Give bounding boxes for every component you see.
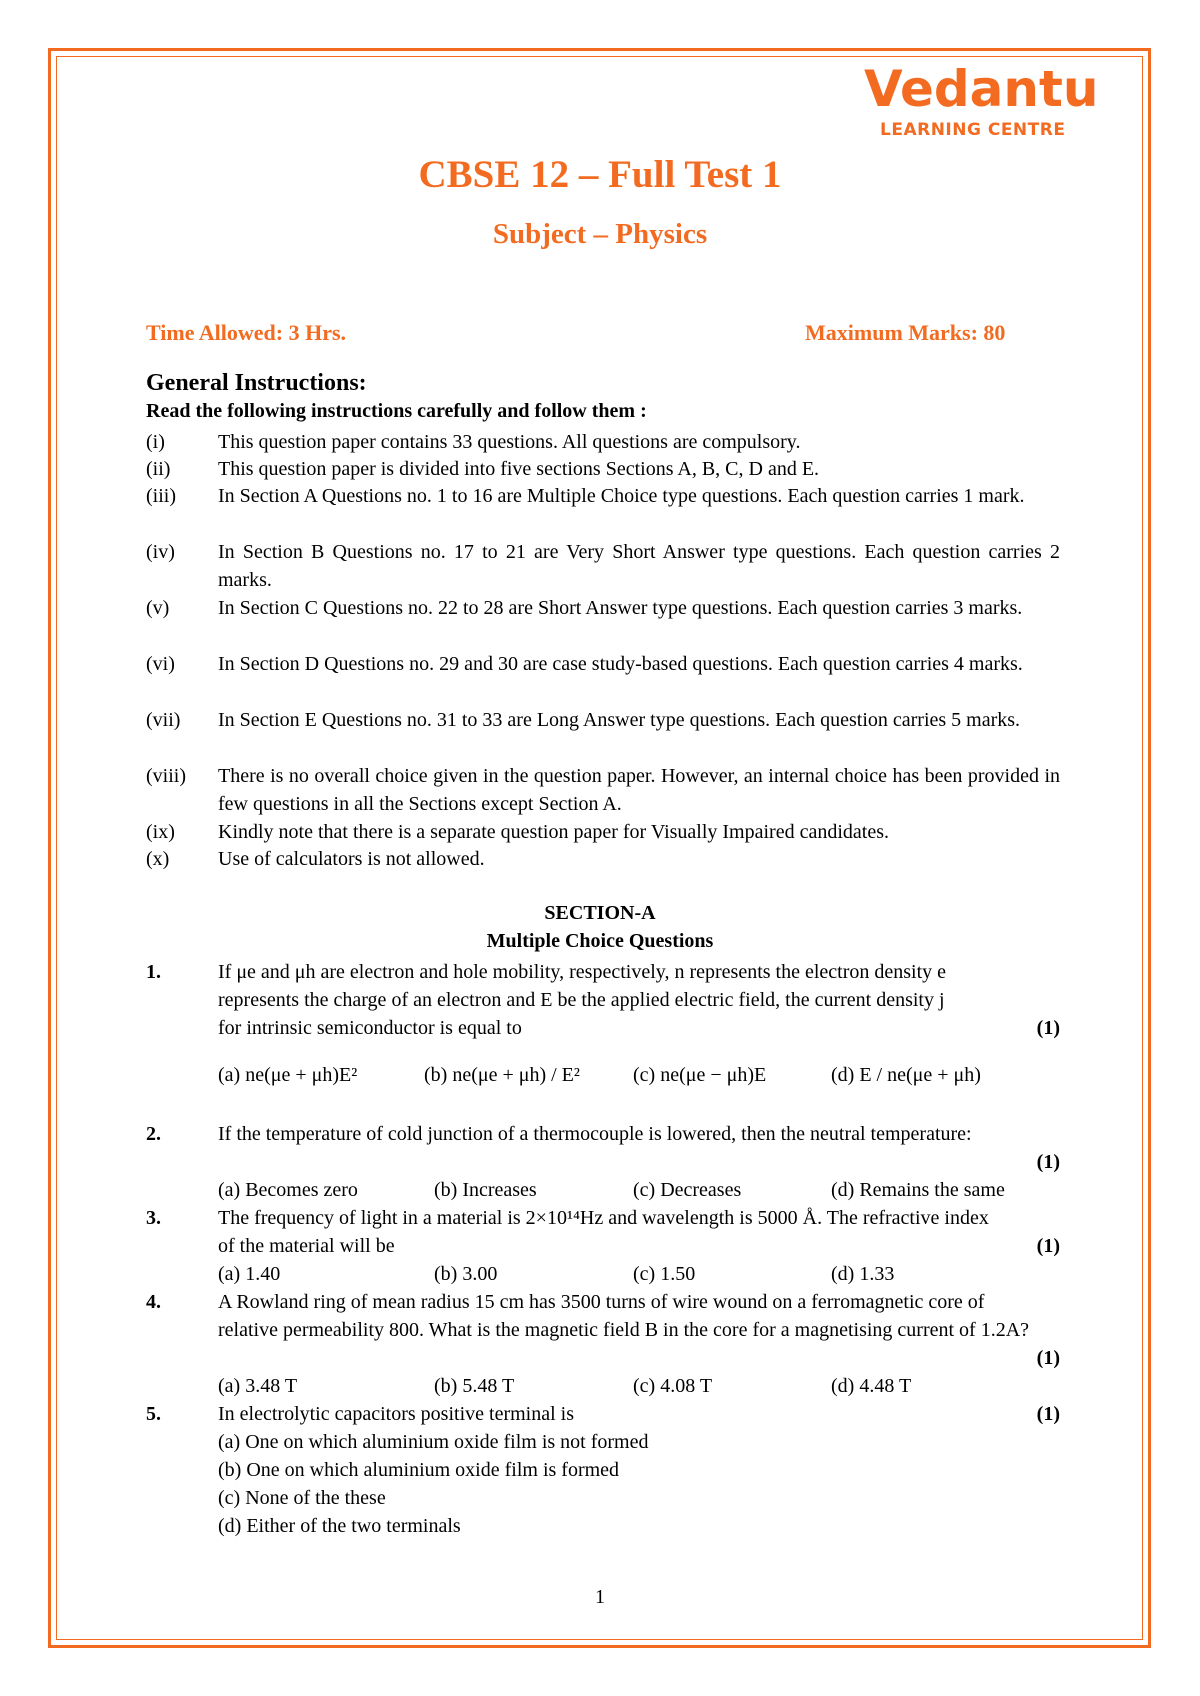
option-c: (c) ne(μe − μh)E bbox=[633, 1064, 767, 1086]
instruction-number: (vii) bbox=[146, 709, 181, 731]
option-d: (d) Remains the same bbox=[831, 1179, 1005, 1201]
instruction-number: (ii) bbox=[146, 458, 171, 480]
instruction-number: (i) bbox=[146, 431, 165, 453]
option-b: (b) Increases bbox=[434, 1179, 537, 1201]
instruction-number: (v) bbox=[146, 597, 170, 619]
instruction-number: (viii) bbox=[146, 765, 186, 787]
option-c: (c) 1.50 bbox=[633, 1263, 696, 1285]
instruction-text: In Section C Questions no. 22 to 28 are Short Answer type questions. Each question carries 3 marks. bbox=[218, 597, 1023, 619]
option-b: (b) ne(μe + μh) / E² bbox=[424, 1064, 580, 1086]
question-marks: (1) bbox=[1036, 1017, 1060, 1039]
question-3 bbox=[146, 1204, 1060, 1288]
question-text: If the temperature of cold junction of a thermocouple is lowered, then the neutral temperature: bbox=[218, 1123, 972, 1145]
question-number: 3. bbox=[146, 1207, 161, 1229]
instruction-number: (iii) bbox=[146, 485, 176, 507]
option-b: (b) 3.00 bbox=[434, 1263, 498, 1285]
instruction-text: This question paper is divided into five sections Sections A, B, C, D and E. bbox=[218, 458, 820, 480]
question-4 bbox=[146, 1288, 1060, 1400]
question-5 bbox=[146, 1400, 1060, 1540]
option-a: (a) 3.48 T bbox=[218, 1375, 298, 1397]
instruction-text: Use of calculators is not allowed. bbox=[218, 848, 485, 870]
question-number: 1. bbox=[146, 961, 161, 983]
question-text: If μe and μh are electron and hole mobility, respectively, n represents the electron density e represents the charge of an electron and E be the applied electric field, the current density j for intrinsic semiconductor is equal to bbox=[218, 961, 947, 1039]
question-1 bbox=[146, 958, 1060, 1108]
question-text: In electrolytic capacitors positive terminal is bbox=[218, 1403, 574, 1425]
question-marks: (1) bbox=[1036, 1347, 1060, 1369]
option-d: (d) 1.33 bbox=[831, 1263, 895, 1285]
option-c: (c) None of the these bbox=[218, 1487, 386, 1509]
option-d: (d) E / ne(μe + μh) bbox=[831, 1064, 981, 1086]
page-subtitle: Subject – Physics bbox=[492, 218, 708, 250]
instruction-text: In Section B Questions no. 17 to 21 are Very Short Answer type questions. Each question carries 2 marks. bbox=[218, 541, 1060, 591]
instruction-number: (vi) bbox=[146, 653, 175, 675]
option-a: (a) One on which aluminium oxide film is not formed bbox=[218, 1431, 649, 1453]
instruction-text: In Section A Questions no. 1 to 16 are Multiple Choice type questions. Each question carries 1 mark. bbox=[218, 485, 1025, 507]
instruction-text: In Section D Questions no. 29 and 30 are case study-based questions. Each question carries 4 marks. bbox=[218, 653, 1023, 675]
option-d: (d) 4.48 T bbox=[831, 1375, 912, 1397]
question-2 bbox=[146, 1120, 1060, 1204]
option-b: (b) 5.48 T bbox=[434, 1375, 515, 1397]
section-subtitle: Multiple Choice Questions bbox=[486, 930, 714, 952]
instruction-number: (ix) bbox=[146, 821, 175, 843]
vedantu-logo bbox=[862, 60, 1099, 154]
instructions-heading: General Instructions: bbox=[146, 370, 367, 396]
section-title: SECTION-A bbox=[544, 902, 656, 924]
instruction-number: (iv) bbox=[146, 541, 175, 563]
page-title: CBSE 12 – Full Test 1 bbox=[418, 153, 782, 196]
question-number: 4. bbox=[146, 1291, 161, 1313]
question-text: A Rowland ring of mean radius 15 cm has 3500 turns of wire wound on a ferromagnetic core of relative permeability 800. What is the magnetic field B in the core for a magnetising current of 1.2A? bbox=[218, 1291, 1030, 1341]
logo-tagline: LEARNING CENTRE bbox=[880, 120, 1066, 140]
option-a: (a) Becomes zero bbox=[218, 1179, 358, 1201]
instruction-text: This question paper contains 33 questions. All questions are compulsory. bbox=[218, 431, 801, 453]
instruction-text: There is no overall choice given in the question paper. However, an internal choice has been provided in few questions in all the Sections except Section A. bbox=[218, 765, 1060, 815]
question-marks: (1) bbox=[1036, 1235, 1060, 1257]
instructions-lead: Read the following instructions carefully and follow them : bbox=[146, 400, 647, 422]
question-marks: (1) bbox=[1036, 1151, 1060, 1173]
question-number: 5. bbox=[146, 1403, 161, 1425]
question-text: The frequency of light in a material is 2×10¹⁴Hz and wavelength is 5000 Å. The refractive index of the material will be bbox=[218, 1207, 989, 1257]
question-marks: (1) bbox=[1036, 1403, 1060, 1425]
logo-wordmark: Vedantu bbox=[864, 60, 1099, 118]
option-a: (a) ne(μe + μh)E² bbox=[218, 1064, 358, 1086]
page-number: 1 bbox=[595, 1586, 605, 1608]
option-a: (a) 1.40 bbox=[218, 1263, 281, 1285]
instruction-text: Kindly note that there is a separate question paper for Visually Impaired candidates. bbox=[218, 821, 889, 843]
instruction-text: In Section E Questions no. 31 to 33 are Long Answer type questions. Each question carries 5 marks. bbox=[218, 709, 1021, 731]
maximum-marks: Maximum Marks: 80 bbox=[805, 320, 1006, 345]
time-allowed: Time Allowed: 3 Hrs. bbox=[146, 320, 347, 345]
instruction-number: (x) bbox=[146, 848, 170, 870]
option-c: (c) Decreases bbox=[633, 1179, 742, 1201]
option-b: (b) One on which aluminium oxide film is formed bbox=[218, 1459, 620, 1481]
question-number: 2. bbox=[146, 1123, 161, 1145]
option-c: (c) 4.08 T bbox=[633, 1375, 713, 1397]
option-d: (d) Either of the two terminals bbox=[218, 1515, 461, 1537]
